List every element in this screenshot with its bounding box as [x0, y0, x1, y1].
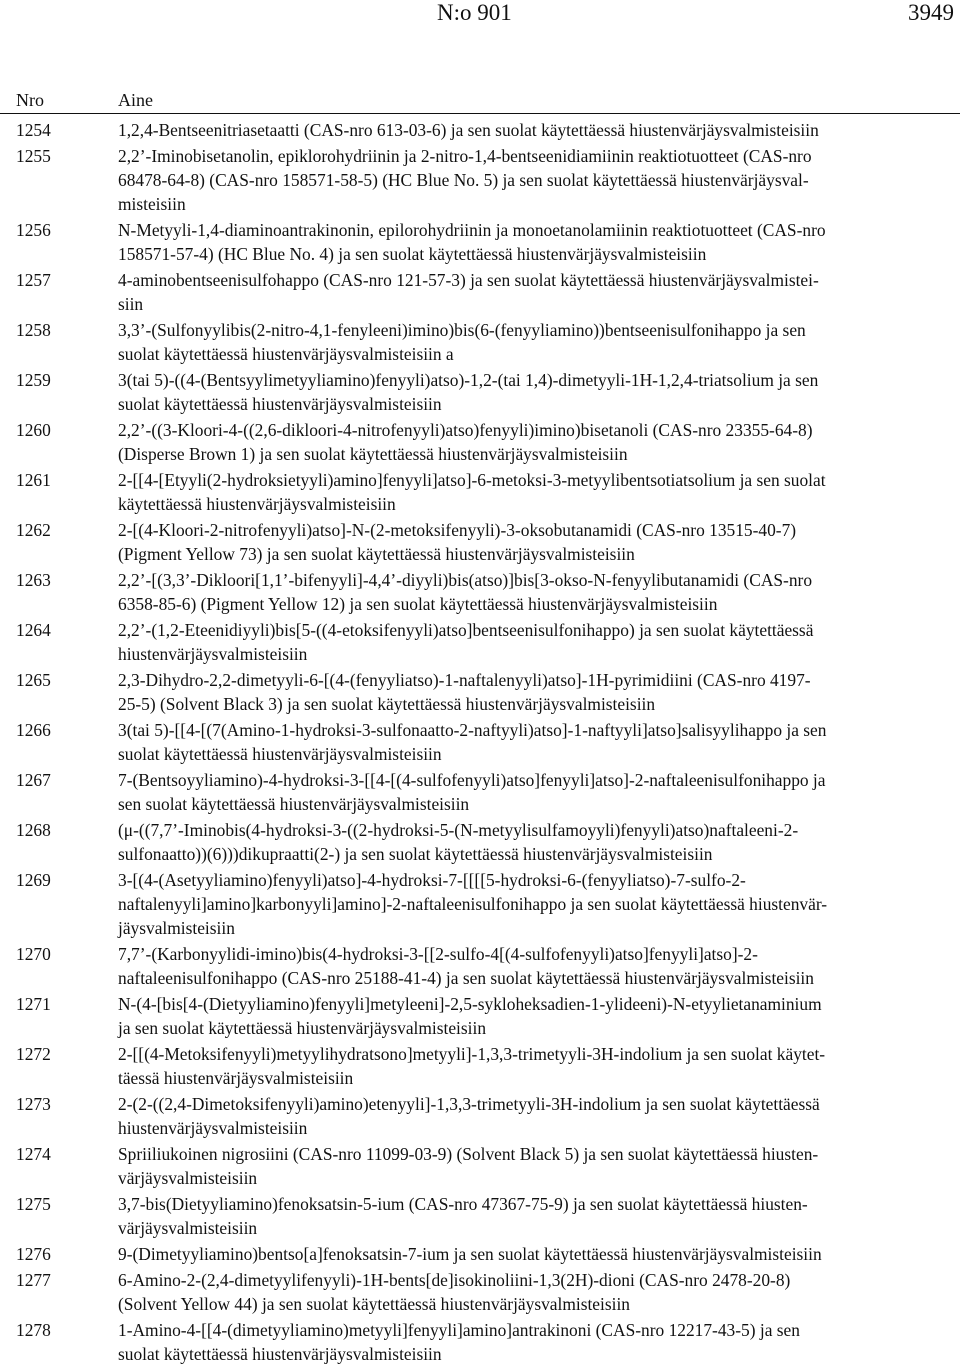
substance-description [118, 1092, 960, 1140]
column-header-aine: Aine [118, 90, 153, 110]
table-row [0, 218, 960, 266]
substance-text-line: 3,3’-(Sulfonyylibis(2-nitro-4,1-fenyleeni)imino)bis(6-(fenyyliamino))bentseenisulfonihappo ja sen [118, 320, 806, 340]
substance-text-line: 2-(2-((2,4-Dimetoksifenyyli)amino)etenyyli]-1,3,3-trimetyyli-3H-indolium ja sen suolat käytettäessä [118, 1094, 820, 1115]
substance-text-line: 2-[(4-Kloori-2-nitrofenyyli)atso]-N-(2-metoksifenyyli)-3-oksobutanamidi (CAS-nro 13515-40-7) [118, 520, 797, 540]
table-row [0, 1268, 960, 1316]
substance-text-line: 68478-64-8) (CAS-nro 158571-58-5) (HC Blue No. 5) ja sen suolat käytettäessä hiustenvärjäysval- [118, 170, 809, 190]
row-number: 1275 [16, 1194, 51, 1215]
row-number: 1256 [16, 220, 51, 240]
table-row [0, 568, 960, 616]
substance-text-line: värjäysvalmisteisiin [118, 1168, 258, 1189]
table-row [0, 668, 960, 716]
table-row [0, 468, 960, 516]
substance-text-line: 158571-57-4) (HC Blue No. 4) ja sen suolat käytettäessä hiustenvärjäysvalmisteisiin [118, 244, 707, 265]
substance-text-line: 3,7-bis(Dietyyliamino)fenoksatsin-5-ium (CAS-nro 47367-75-9) ja sen suolat käytettäessä hiusten- [118, 1194, 808, 1215]
substance-text-line: käytettäessä hiustenvärjäysvalmisteisiin [118, 494, 396, 515]
substance-text-line: 2,2’-((3-Kloori-4-((2,6-dikloori-4-nitrofenyyli)atso)fenyyli)imino)bisetanoli (CAS-nro 23355-64-8) [118, 420, 813, 440]
substance-text-line: Spriiliukoinen nigrosiini (CAS-nro 11099-03-9) (Solvent Black 5) ja sen suolat käytettäessä hiusten- [118, 1144, 819, 1165]
substance-text-line: (Disperse Brown 1) ja sen suolat käytettäessä hiustenvärjäysvalmisteisiin [118, 444, 628, 465]
substance-text-line: 9-(Dimetyyliamino)bentso[a]fenoksatsin-7-ium ja sen suolat käytettäessä hiustenvärjäysvalmisteisiin [118, 1244, 822, 1265]
substance-description [118, 1242, 960, 1266]
substance-description [118, 568, 960, 616]
table-row [0, 118, 960, 142]
substance-text-line: 3(tai 5)-((4-(Bentsyylimetyyliamino)fenyyli)atso)-1,2-(tai 1,4)-dimetyyli-1H-1,2,4-triatsolium ja sen [118, 370, 819, 390]
substance-text-line: naftalenyyli]amino]karbonyyli]amino]-2-naftaleenisulfonihappo ja sen suolat käytettäessä hiustenvär- [118, 894, 828, 915]
substance-text-line: 7-(Bentsoyyliamino)-4-hydroksi-3-[[4-[(4-sulfofenyyli)atso]fenyyli]atso]-2-naftaleenisulfonihappo ja [118, 770, 826, 790]
row-number: 1273 [16, 1094, 51, 1115]
row-number: 1254 [16, 120, 51, 140]
table-row [0, 718, 960, 766]
column-header-nro: Nro [16, 90, 44, 110]
row-number: 1259 [16, 370, 51, 390]
row-number: 1265 [16, 670, 51, 690]
table-row [0, 1142, 960, 1190]
table-row [0, 318, 960, 366]
substance-text-line: sulfonaatto))(6)))dikupraatti(2-) ja sen suolat käytettäessä hiustenvärjäysvalmisteisiin [118, 844, 713, 865]
page-header [0, 0, 960, 30]
substance-description [118, 518, 960, 566]
substance-text-line: hiustenvärjäysvalmisteisiin [118, 1118, 308, 1139]
table-row [0, 418, 960, 466]
table-row [0, 1192, 960, 1240]
substance-description [118, 1268, 960, 1316]
substance-description [118, 618, 960, 666]
substance-text-line: suolat käytettäessä hiustenvärjäysvalmisteisiin a [118, 344, 454, 365]
row-number: 1257 [16, 270, 51, 290]
substance-text-line: N-Metyyli-1,4-diaminoantrakinonin, epilorohydriinin ja monoetanolamiinin reaktiotuotteet (CAS-nro [118, 220, 826, 240]
substance-description [118, 718, 960, 766]
substance-description [118, 1042, 960, 1090]
substance-text-line: naftaleenisulfonihappo (CAS-nro 25188-41-4) ja sen suolat käytettäessä hiustenvärjäysvalmisteisiin [118, 968, 814, 989]
substance-text-line: 2-[[4-[Etyyli(2-hydroksietyyli)amino]fenyyli]atso]-6-metoksi-3-metyylibentsotiatsolium ja sen suolat [118, 470, 826, 490]
row-number: 1270 [16, 944, 51, 965]
row-number: 1264 [16, 620, 51, 640]
substance-text-line: suolat käytettäessä hiustenvärjäysvalmisteisiin [118, 744, 442, 765]
substance-text-line: 2,2’-(1,2-Eteenidiyyli)bis[5-((4-etoksifenyyli)atso]bentseenisulfonihappo) ja sen suolat käytettäessä [118, 620, 814, 640]
substance-text-line: jäysvalmisteisiin [118, 918, 235, 939]
row-number: 1261 [16, 470, 51, 490]
table-header [0, 88, 960, 113]
substance-description [118, 1192, 960, 1240]
substance-description [118, 318, 960, 366]
row-number: 1263 [16, 570, 51, 590]
substance-text-line: N-(4-[bis[4-(Dietyyliamino)fenyyli]metyleeni]-2,5-sykloheksadien-1-ylideeni)-N-etyylietanaminium [118, 994, 822, 1015]
substance-text-line: suolat käytettäessä hiustenvärjäysvalmisteisiin [118, 394, 442, 415]
substance-text-line: 1,2,4-Bentseenitriasetaatti (CAS-nro 613-03-6) ja sen suolat käytettäessä hiustenvärjäysvalmisteisiin [118, 120, 819, 140]
substance-text-line: misteisiin [118, 194, 186, 215]
row-number: 1266 [16, 720, 51, 740]
substance-description [118, 368, 960, 416]
row-number: 1258 [16, 320, 51, 340]
table-row [0, 942, 960, 990]
row-number: 1271 [16, 994, 51, 1015]
table-row [0, 1042, 960, 1090]
substance-text-line: 4-aminobentseenisulfohappo (CAS-nro 121-57-3) ja sen suolat käytettäessä hiustenvärjäysvalmistei- [118, 270, 819, 290]
substance-description [118, 118, 960, 142]
row-number: 1267 [16, 770, 51, 790]
table-row [0, 868, 960, 941]
substance-text-line: 1-Amino-4-[[4-(dimetyyliamino)metyyli]fenyyli]amino]antrakinoni (CAS-nro 12217-43-5) ja sen [118, 1320, 800, 1340]
substance-description [118, 942, 960, 990]
page-number: 3949 [908, 0, 954, 25]
row-number: 1269 [16, 870, 51, 890]
substance-description [118, 668, 960, 716]
table-row [0, 1242, 960, 1266]
substance-description [118, 268, 960, 316]
substance-description [118, 1318, 960, 1366]
substance-text-line: 2,2’-[(3,3’-Dikloori[1,1’-bifenyyli]-4,4’-diyyli)bis(atso)]bis[3-okso-N-fenyylibutanamidi (CAS-nro [118, 570, 813, 590]
substance-text-line: värjäysvalmisteisiin [118, 1218, 258, 1239]
substance-text-line: (μ-((7,7’-Iminobis(4-hydroksi-3-((2-hydroksi-5-(N-metyylisulfamoyyli)fenyyli)atso)naftaleeni-2- [118, 820, 799, 840]
substance-text-line: siin [118, 294, 144, 315]
substance-description [118, 1142, 960, 1190]
table-row [0, 144, 960, 217]
substance-text-line: 6-Amino-2-(2,4-dimetyylifenyyli)-1H-bents[de]isokinoliini-1,3(2H)-dioni (CAS-nro 2478-20-8) [118, 1270, 791, 1290]
substance-description [118, 992, 960, 1040]
substance-text-line: 3-[(4-(Asetyyliamino)fenyyli)atso]-4-hydroksi-7-[[[[5-hydroksi-6-(fenyyliatso)-7-sulfo-2- [118, 870, 746, 890]
row-number: 1274 [16, 1144, 51, 1165]
substance-text-line: sen suolat käytettäessä hiustenvärjäysvalmisteisiin [118, 794, 470, 815]
substance-description [118, 768, 960, 816]
issue-label: N:o 901 [437, 0, 512, 25]
row-number: 1277 [16, 1270, 51, 1290]
substance-text-line: 2,3-Dihydro-2,2-dimetyyli-6-[(4-(fenyyliatso)-1-naftalenyyli)atso]-1H-pyrimidiini (CAS-nro 4197- [118, 670, 811, 690]
substance-text-line: 7,7’-(Karbonyylidi-imino)bis(4-hydroksi-3-[[2-sulfo-4[(4-sulfofenyyli)atso]fenyyli]atso]-2- [118, 944, 758, 965]
substance-text-line: hiustenvärjäysvalmisteisiin [118, 644, 308, 665]
substance-table [0, 88, 960, 1368]
table-row [0, 368, 960, 416]
table-row [0, 618, 960, 666]
row-number: 1268 [16, 820, 51, 840]
substance-text-line: (Solvent Yellow 44) ja sen suolat käytettäessä hiustenvärjäysvalmisteisiin [118, 1294, 630, 1315]
substance-text-line: 3(tai 5)-[[4-[(7(Amino-1-hydroksi-3-sulfonaatto-2-naftyyli)atso]-1-naftyyli]atso]salisyylihappo ja sen [118, 720, 827, 740]
substance-text-line: (Pigment Yellow 73) ja sen suolat käytettäessä hiustenvärjäysvalmisteisiin [118, 544, 635, 565]
substance-description [118, 418, 960, 466]
row-number: 1276 [16, 1244, 51, 1265]
table-row [0, 518, 960, 566]
substance-text-line: 2,2’-Iminobisetanolin, epiklorohydriinin ja 2-nitro-1,4-bentseenidiamiinin reaktiotuotteet (CAS-nro [118, 145, 812, 166]
substance-text-line: täessä hiustenvärjäysvalmisteisiin [118, 1068, 354, 1089]
substance-text-line: 2-[[(4-Metoksifenyyli)metyylihydratsono]metyyli]-1,3,3-trimetyyli-3H-indolium ja sen suolat käytet- [118, 1044, 826, 1065]
table-row [0, 818, 960, 866]
substance-description [118, 468, 960, 516]
table-row [0, 1318, 960, 1366]
table-row [0, 268, 960, 316]
table-row [0, 992, 960, 1040]
table-row [0, 1092, 960, 1140]
substance-description [118, 868, 960, 941]
substance-text-line: ja sen suolat käytettäessä hiustenvärjäysvalmisteisiin [118, 1018, 487, 1039]
substance-text-line: suolat käytettäessä hiustenvärjäysvalmisteisiin [118, 1344, 442, 1365]
substance-text-line: 6358-85-6) (Pigment Yellow 12) ja sen suolat käytettäessä hiustenvärjäysvalmisteisiin [118, 594, 718, 615]
substance-description [118, 818, 960, 866]
row-number: 1272 [16, 1044, 51, 1065]
row-number: 1278 [16, 1320, 51, 1340]
substance-description [118, 144, 960, 217]
substance-text-line: 25-5) (Solvent Black 3) ja sen suolat käytettäessä hiustenvärjäysvalmisteisiin [118, 694, 656, 715]
substance-description [118, 218, 960, 266]
table-body [0, 114, 960, 1366]
row-number: 1260 [16, 420, 51, 440]
row-number: 1255 [16, 145, 51, 166]
row-number: 1262 [16, 520, 51, 540]
table-row [0, 768, 960, 816]
